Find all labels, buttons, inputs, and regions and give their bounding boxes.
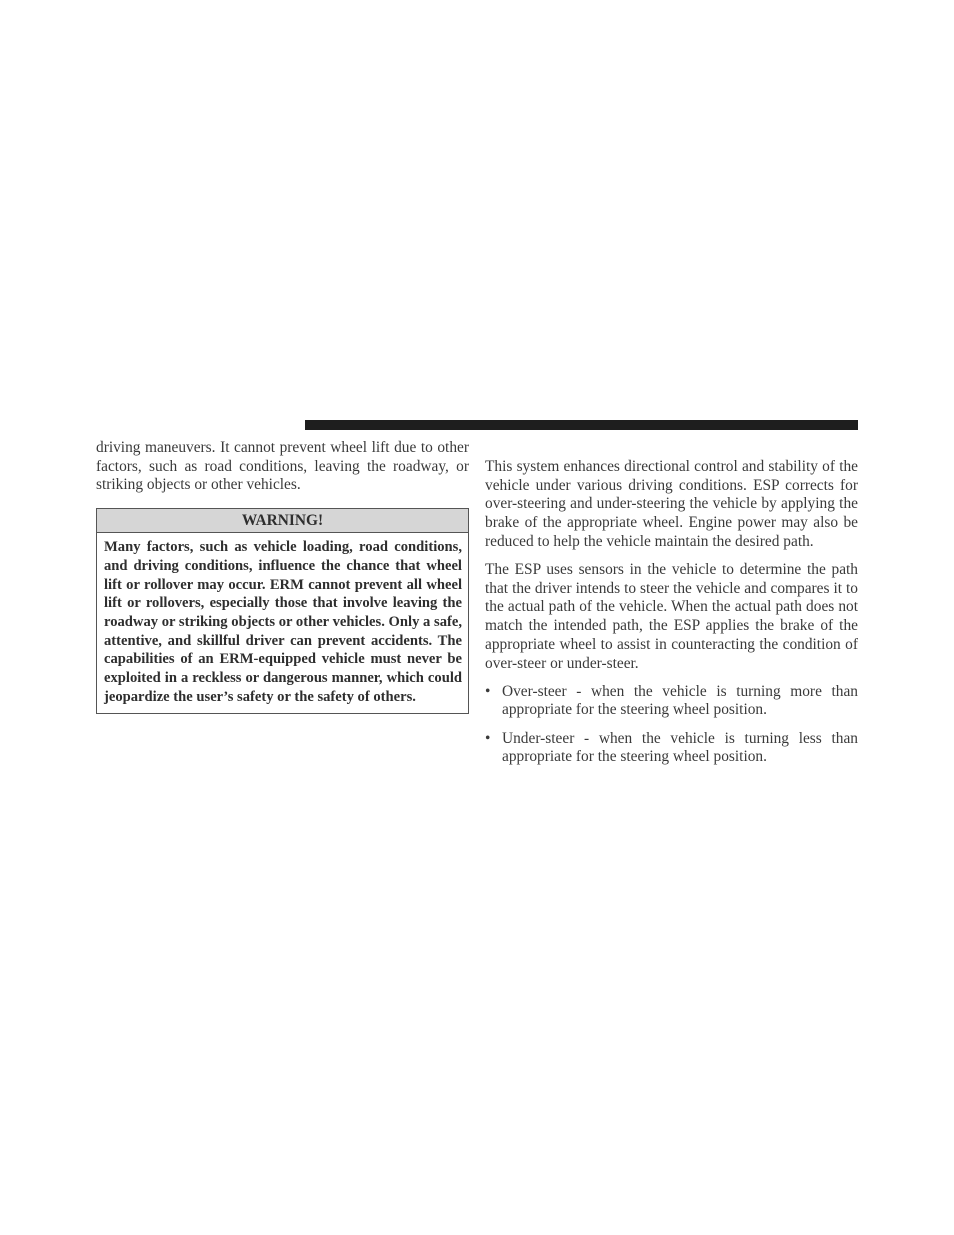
bullet-icon: • <box>485 682 491 700</box>
list-item <box>485 683 858 720</box>
esp-description-paragraph: This system enhances directional control and stability of the vehicle under various driving conditions. ESP corrects for over-steering and under-steering the vehicle by applying the brake of the appropriate wheel. Engine power may also be reduced to help the vehicle maintain the desired path. <box>485 458 858 550</box>
intro-paragraph: driving maneuvers. It cannot prevent wheel lift due to other factors, such as road conditions, leaving the roadway, or striking objects or other vehicles. <box>96 439 469 494</box>
over-steer-item: Over-steer - when the vehicle is turning more than appropriate for the steering wheel position. <box>502 682 858 719</box>
list-item <box>485 730 858 767</box>
left-column <box>96 439 469 714</box>
warning-title: WARNING! <box>97 509 468 533</box>
esp-sensors-paragraph: The ESP uses sensors in the vehicle to determine the path that the driver intends to steer the vehicle and compares it to the actual path of the vehicle. When the actual path does not match the intended path, the ESP applies the brake of the appropriate wheel to assist in counteracting the condition of over-steer or under-steer. <box>485 561 858 672</box>
steer-condition-list <box>485 683 858 767</box>
under-steer-item: Under-steer - when the vehicle is turning less than appropriate for the steering wheel position. <box>502 729 858 766</box>
warning-text: Many factors, such as vehicle loading, road conditions, and driving conditions, influence the chance that wheel lift or rollover may occur. ERM cannot prevent all wheel lift or rollovers, especially those that involve leaving the roadway or striking objects or other vehicles. Only a safe, attentive, and skillful driver can prevent accidents. The capabilities of an ERM-equipped vehicle must never be exploited in a reckless or dangerous manner, which could jeopardize the user’s safety or the safety of others. <box>104 539 462 705</box>
bullet-icon: • <box>485 729 491 747</box>
right-column <box>485 458 858 777</box>
warning-box <box>96 508 469 714</box>
section-header-bar <box>305 420 858 430</box>
